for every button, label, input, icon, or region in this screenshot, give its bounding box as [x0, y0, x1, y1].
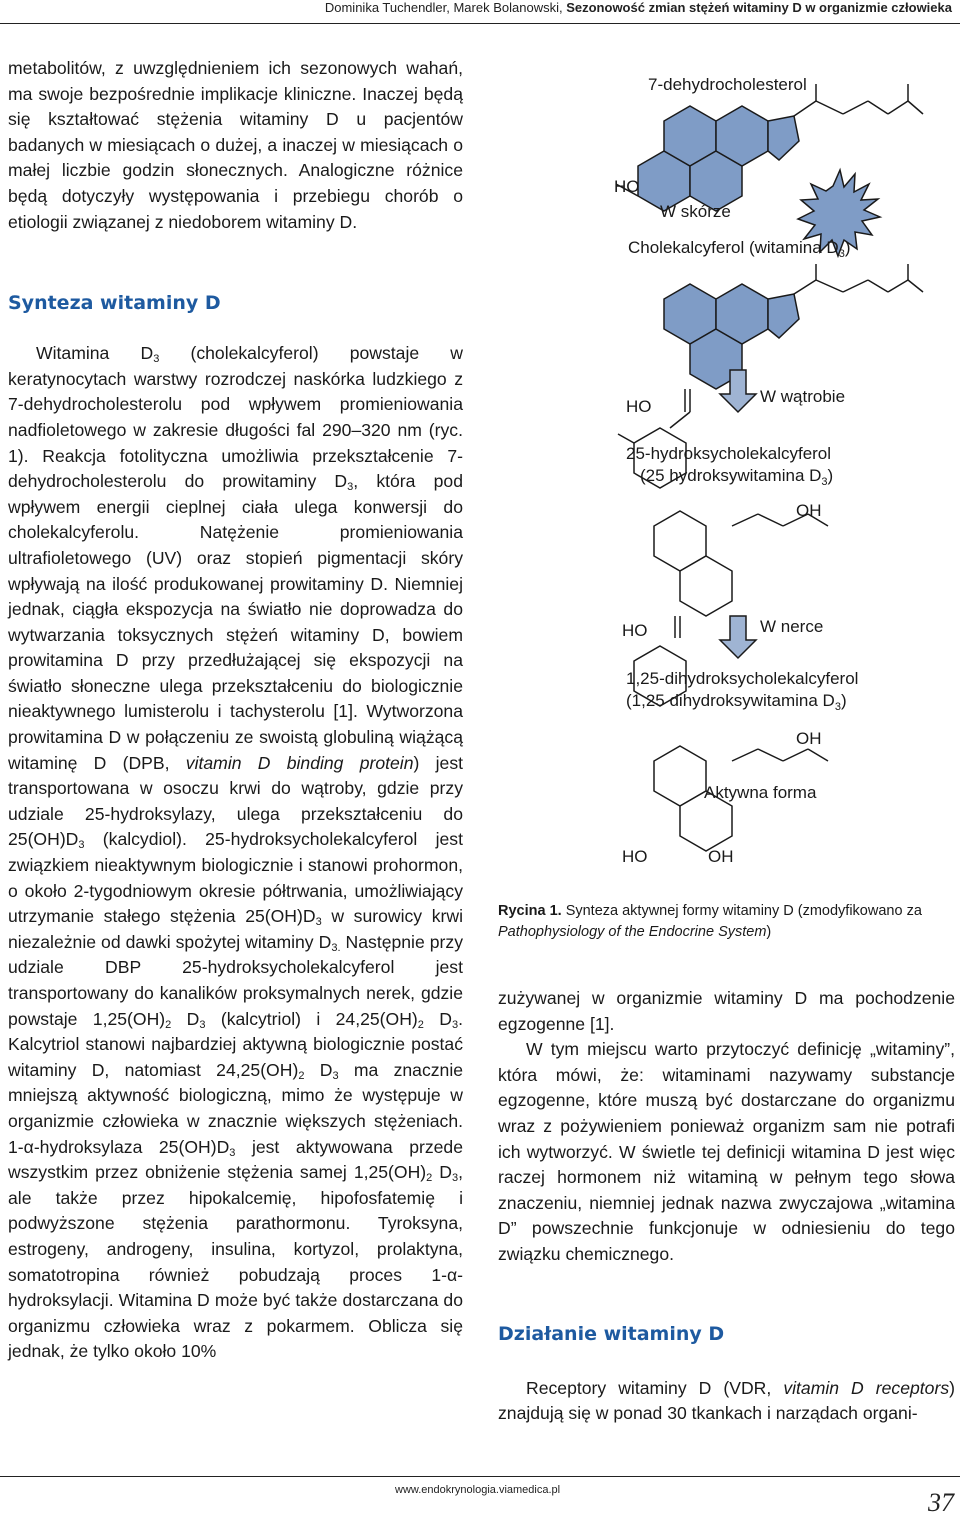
right-column: [498, 986, 955, 1427]
header-title: Sezonowość zmian stężeń witaminy D w organizmie człowieka: [566, 0, 952, 15]
intro-paragraph: metabolitów, z uwzględnieniem ich sezonowych wahań, ma swoje bezpośrednie implikacje kliniczne. Inaczej będą się kształtować stężenia witaminy D u pacjentów badanych w miesiącach o dużej, a inaczej w miesiącach o małej liczbie godzin słonecznych. Analogiczne różnice będą dotyczyły występowania i przebiegu chorób o etiologii związanej z niedoborem witaminy D.: [8, 58, 463, 232]
label-skin: W skórze: [660, 202, 731, 221]
section-heading-dzialanie: Działanie witaminy D: [498, 1322, 725, 1345]
body-text: ) jest transportowana w osoczu krwi do wątroby, gdzie przy udziale 25-hydroksylazy, ulega przekształceniu do 25(OH)D: [8, 752, 463, 850]
subscript: 3: [315, 916, 322, 929]
label-cholecalciferol: Cholekalcyferol (witamina $D_3$): [628, 238, 851, 260]
label-ho-3: HO: [622, 621, 648, 640]
subscript: 3: [153, 353, 160, 366]
body-text: Witamina D: [36, 343, 154, 364]
down-arrow-icon: [720, 370, 756, 658]
body-text: D: [423, 1008, 452, 1029]
label-ho-2: HO: [626, 397, 652, 416]
body-text: D: [304, 1059, 333, 1080]
label-active-form: Aktywna forma: [704, 783, 817, 802]
caption-end: ): [766, 924, 772, 940]
body-text: (kalcytriol) i 24,25(OH): [205, 1008, 418, 1029]
figure-caption: [498, 901, 958, 943]
body-italic: vitamin D binding protein: [185, 752, 414, 773]
right-paragraph-2: W tym miejscu warto przytoczyć definicję „witaminy”, która mówi, że: witaminami nazywamy substancje egzogenne, które muszą być dostarczane do organizmu wraz z pożywieniem ponieważ organizm sam nie potrafi ich wytworzyć. W świetle tej definicji witamina D jest więc raczej hormonem niż witaminą w pełnym tego słowa znaczeniu, niemniej jednak nazwa zwyczajowa „witamina D” powszechnie funkcjonuje w odniesieniu do tego związku chemicznego.: [498, 1039, 955, 1264]
subscript: 2: [417, 1018, 424, 1031]
body-text: ma znacznie mniejszą aktywność biologiczną, mimo że występuje w organizmie człowieka w znacznie większych stężeniach. 1-α-hydroksylaza 25(OH)D: [8, 1059, 464, 1157]
subscript: 3: [199, 1018, 206, 1031]
subscript: 3.: [331, 941, 341, 954]
body-text: w surowicy krwi niezależnie od dawki spożytej witaminy D: [8, 906, 463, 952]
subscript: 2: [298, 1069, 305, 1082]
header-rule: [0, 23, 960, 24]
label-liver: W wątrobie: [760, 387, 846, 406]
steroid-7dhc-structure: [616, 84, 923, 211]
label-25oh-line1: 25-hydroksycholekalcyferol: [626, 444, 832, 463]
subscript: 3: [451, 1018, 459, 1031]
label-oh-1: OH: [796, 501, 822, 520]
body-text: Następnie przy udziale DBP 25-hydroksycholekalcyferol jest transportowany do kanalików proksymalnych nerek, gdzie powstaje 1,25(OH): [8, 931, 463, 1029]
section-heading-synteza: Synteza witaminy D: [8, 292, 221, 315]
body-italic: vitamin D receptors: [783, 1377, 950, 1398]
body-text: D: [171, 1008, 200, 1029]
caption-source: Pathophysiology of the Endocrine System: [498, 924, 767, 940]
subscript: 3: [78, 839, 85, 852]
caption-label: Rycina 1.: [498, 903, 562, 919]
body-text: , ale także przez hipokalcemię, hipofosfatemię i podwyższone stężenia parathormonu. Tyroksyna, estrogeny, androgeny, insulina, kortyzol, prolaktyna, somatotropina również pobudzają proces 1-α-hydroksylacji. Witamina D może być także dostarczana do organizmu człowieka wraz z pokarmem. Oblicza się jednak, że tylko około 10%: [8, 1162, 463, 1362]
header-authors: Dominika Tuchendler, Marek Bolanowski,: [324, 0, 563, 15]
body-text: (cholekalcyferol) powstaje w keratynocytach warstwy rozrodczej naskórka ludzkiego z 7-dehydrocholesterolu pod wpływem promieniowania nadfioletowego w zakresie długości fal 290–320 nm (ryc. 1). Reakcja fotolityczna umożliwia przekształcenie 7-dehydrocholesterolu do prowitaminy D: [8, 343, 463, 492]
body-text: ) znajdują się w ponad 30 tkankach i narządach organi-: [498, 1377, 955, 1424]
label-7dhc: 7-dehydrocholesterol: [648, 75, 807, 94]
body-text: (kalcydiol). 25-hydroksycholekalcyferol jest związkiem nieaktywnym biologicznie i stanowi prohormon, o około 2-tygodniowym okresie półtrwania, umożliwiający utrzymanie stałego stężenia 25(OH)D: [8, 829, 463, 927]
label-kidney: W nerce: [760, 617, 824, 636]
subscript: 3: [229, 1146, 236, 1159]
label-125-line1: 1,25-dihydroksycholekalcyferol: [626, 669, 859, 688]
subscript: 2: [165, 1018, 172, 1031]
subscript: 2: [426, 1172, 433, 1185]
body-text: jest aktywowana przede wszystkim przez obniżenie stężenia samej 1,25(OH): [8, 1136, 464, 1183]
synteza-paragraph: [8, 341, 463, 1365]
body-text: . Kalcytriol stanowi najbardziej aktywną biologicznie postać witaminy D, natomiast 24,25(OH): [8, 1008, 463, 1080]
left-column: [8, 56, 463, 1365]
figure-vitamin-d-synthesis: [498, 56, 960, 896]
footer-url: www.endokrynologia.viamedica.pl: [395, 1484, 561, 1496]
label-ho-1: HO: [614, 177, 640, 196]
right-paragraph-3: [498, 1376, 955, 1427]
label-25oh-line2: (25 hydroksywitamina $D_3$): [640, 466, 834, 488]
body-text: D: [432, 1162, 452, 1183]
subscript: 3: [451, 1172, 459, 1185]
body-text: Receptory witaminy D (VDR,: [526, 1377, 784, 1398]
label-ho-4: HO: [622, 847, 648, 866]
subscript: 3: [347, 481, 354, 494]
label-oh-3: OH: [708, 847, 734, 866]
running-header: [325, 0, 952, 15]
body-text: , która pod wpływem energii cieplnej ciała ulega konwersji do cholekalcyferolu. Natężenie promieniowania ultrafioletowego (UV) oraz stopień pigmentacji skóry wpływają na ilość produkowanej prowitaminy D. Niemniej jednak, ciągła ekspozycja na światło nie doprowadza do wytwarzania toksycznych stężeń witaminy D, bowiem prowitamina D przy przedłużającej się ekspozycji na światło słoneczne ulega przekształceniu do biologicznie nieaktywnego lumisterolu i tachysterolu [1]. Wytworzona prowitamina D w połączeniu ze swoistą globuliną wiążącą witaminę D (DPB,: [8, 471, 463, 773]
page-number: 37: [928, 1488, 954, 1517]
footer-rule: [0, 1476, 960, 1477]
caption-text: Synteza aktywnej formy witaminy D (zmodyfikowano za: [561, 903, 922, 919]
label-125-line2: (1,25 dihydroksywitamina $D_3$): [626, 691, 847, 713]
right-paragraph-1: zużywanej w organizmie witaminy D ma pochodzenie egzogenne [1].: [498, 988, 955, 1034]
subscript: 3: [332, 1069, 339, 1082]
label-oh-2: OH: [796, 729, 822, 748]
synthesis-diagram: [498, 56, 960, 896]
